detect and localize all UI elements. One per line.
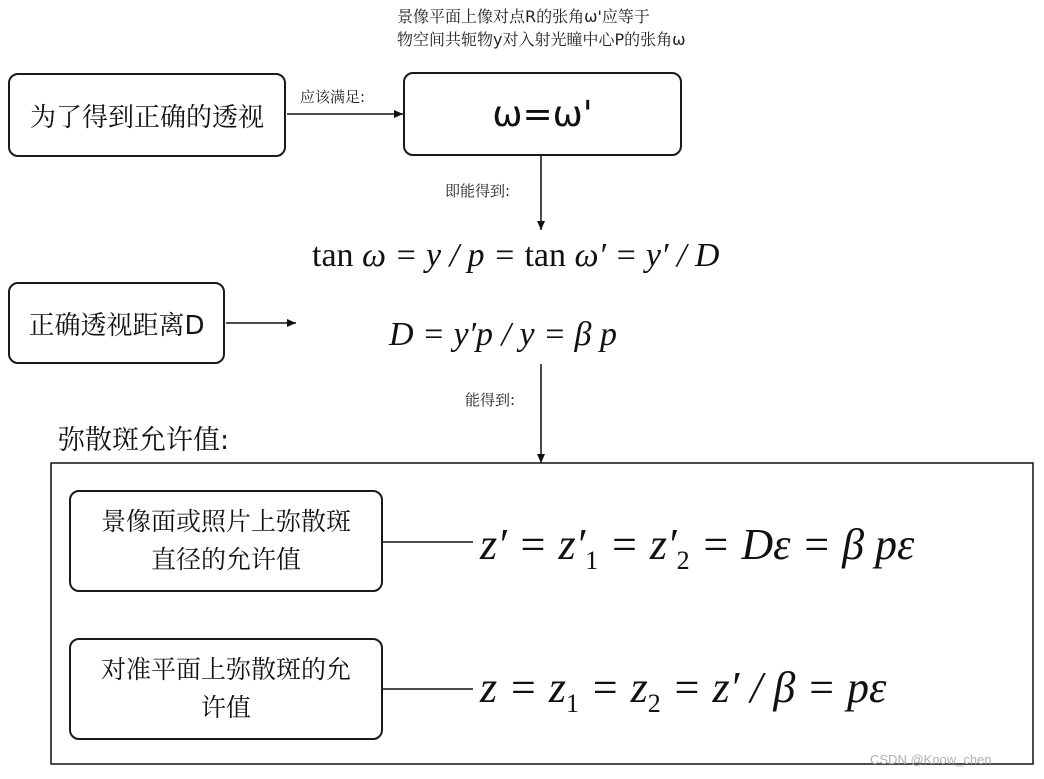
- image-blur-line-1: 景像面或照片上弥散斑: [100, 507, 351, 536]
- object-blur-line-1: 对准平面上弥散斑的允: [100, 655, 351, 684]
- perspective-box-label: 为了得到正确的透视: [29, 102, 264, 133]
- distance-d-box: [8, 282, 225, 364]
- should-satisfy-label: 应该满足:: [300, 88, 366, 106]
- top-note: [397, 5, 686, 51]
- tan-relation-formula: tan ω = y / p = tan ω′ = y′ / D: [312, 237, 720, 274]
- d-relation-formula: D = y′p / y = β p: [389, 316, 617, 353]
- object-blur-box: [69, 638, 383, 740]
- object-blur-line-2: 许值: [200, 693, 251, 722]
- can-get-label: 能得到:: [465, 391, 516, 409]
- top-note-line-1: 景像平面上像对点R的张角ω'应等于: [397, 7, 650, 26]
- omega-equal-box: [403, 72, 682, 156]
- z-plain-formula: $z = z_1 = z_2 = z' / \beta = p\varepsilon$: [480, 663, 887, 718]
- watermark: CSDN @Know_chen: [870, 752, 992, 767]
- z-prime-formula: $z' = z'_1 = z'_2 = D\varepsilon = \beta$ pε: [480, 520, 915, 575]
- then-get-label: 即能得到:: [445, 182, 511, 200]
- distance-d-label: 正确透视距离D: [28, 310, 205, 341]
- image-blur-box: [69, 490, 383, 592]
- image-blur-line-2: 直径的允许值: [150, 545, 301, 574]
- top-note-line-2: 物空间共轭物y对入射光瞳中心P的张角ω: [397, 30, 686, 49]
- omega-equal-label: ω=ω': [492, 93, 593, 135]
- perspective-box: [8, 73, 286, 157]
- blur-section-title: 弥散斑允许值:: [58, 425, 230, 456]
